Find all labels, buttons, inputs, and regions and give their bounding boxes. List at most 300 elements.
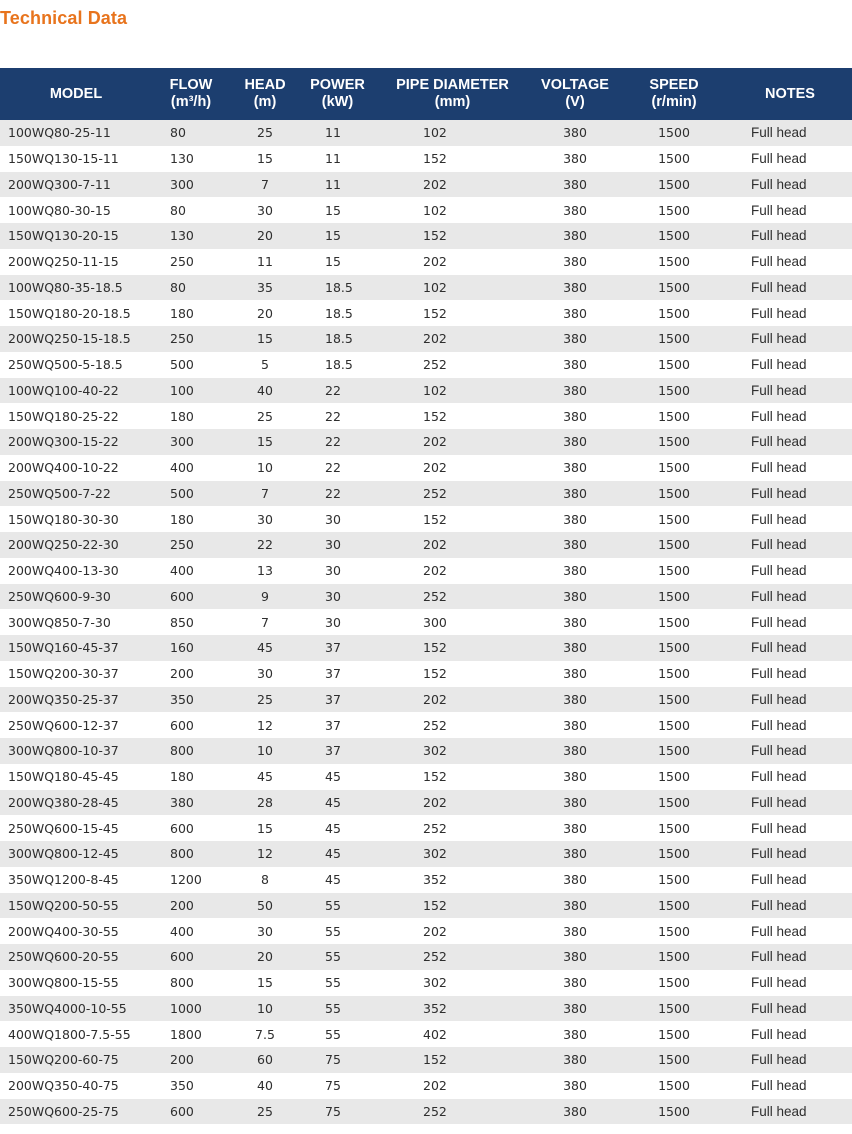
power-cell: 75 [300, 1047, 375, 1073]
voltage-cell: 380 [530, 120, 620, 146]
model-cell: 250WQ600-9-30 [0, 584, 152, 610]
model-cell: 200WQ250-22-30 [0, 532, 152, 558]
speed-cell: 1500 [620, 635, 728, 661]
head-cell: 15 [230, 815, 300, 841]
model-cell: 200WQ400-10-22 [0, 455, 152, 481]
power-cell: 22 [300, 429, 375, 455]
flow-cell: 350 [152, 687, 230, 713]
notes-cell: Full head [728, 635, 852, 661]
flow-cell: 180 [152, 764, 230, 790]
speed-cell: 1500 [620, 661, 728, 687]
power-cell: 18.5 [300, 300, 375, 326]
speed-cell: 1500 [620, 172, 728, 198]
power-cell: 37 [300, 712, 375, 738]
flow-cell: 100 [152, 378, 230, 404]
table-row [0, 609, 852, 635]
voltage-cell: 380 [530, 815, 620, 841]
voltage-cell: 380 [530, 223, 620, 249]
power-cell: 30 [300, 584, 375, 610]
power-cell: 37 [300, 687, 375, 713]
flow-cell: 200 [152, 893, 230, 919]
speed-cell: 1500 [620, 326, 728, 352]
table-row [0, 1047, 852, 1073]
notes-cell: Full head [728, 996, 852, 1022]
pipe-diameter-cell: 302 [375, 841, 530, 867]
power-cell: 37 [300, 738, 375, 764]
voltage-cell: 380 [530, 584, 620, 610]
flow-cell: 80 [152, 120, 230, 146]
voltage-cell: 380 [530, 1099, 620, 1125]
voltage-cell: 380 [530, 687, 620, 713]
flow-cell: 80 [152, 275, 230, 301]
model-cell: 250WQ500-5-18.5 [0, 352, 152, 378]
power-cell: 55 [300, 996, 375, 1022]
col-header-head: HEAD (m) [230, 68, 300, 120]
model-cell: 150WQ180-25-22 [0, 403, 152, 429]
power-cell: 30 [300, 609, 375, 635]
pipe-diameter-cell: 352 [375, 867, 530, 893]
col-header-model: MODEL [0, 68, 152, 120]
table-row [0, 790, 852, 816]
flow-cell: 500 [152, 352, 230, 378]
speed-cell: 1500 [620, 893, 728, 919]
notes-cell: Full head [728, 687, 852, 713]
head-cell: 25 [230, 403, 300, 429]
pipe-diameter-cell: 152 [375, 506, 530, 532]
pipe-diameter-cell: 202 [375, 172, 530, 198]
model-cell: 150WQ130-15-11 [0, 146, 152, 172]
model-cell: 200WQ350-25-37 [0, 687, 152, 713]
power-cell: 45 [300, 815, 375, 841]
table-row [0, 738, 852, 764]
pipe-diameter-cell: 152 [375, 893, 530, 919]
pipe-diameter-cell: 152 [375, 146, 530, 172]
model-cell: 150WQ160-45-37 [0, 635, 152, 661]
notes-cell: Full head [728, 558, 852, 584]
head-cell: 9 [230, 584, 300, 610]
power-cell: 22 [300, 378, 375, 404]
pipe-diameter-cell: 102 [375, 378, 530, 404]
power-cell: 37 [300, 661, 375, 687]
table-row [0, 970, 852, 996]
flow-cell: 800 [152, 738, 230, 764]
speed-cell: 1500 [620, 506, 728, 532]
power-cell: 75 [300, 1073, 375, 1099]
table-row [0, 661, 852, 687]
flow-cell: 400 [152, 558, 230, 584]
notes-cell: Full head [728, 172, 852, 198]
table-row [0, 764, 852, 790]
speed-cell: 1500 [620, 918, 728, 944]
head-cell: 8 [230, 867, 300, 893]
speed-cell: 1500 [620, 970, 728, 996]
table-row [0, 712, 852, 738]
pipe-diameter-cell: 152 [375, 764, 530, 790]
notes-cell: Full head [728, 532, 852, 558]
pipe-diameter-cell: 152 [375, 300, 530, 326]
col-header-notes: NOTES [728, 68, 852, 120]
pipe-diameter-cell: 152 [375, 661, 530, 687]
flow-cell: 800 [152, 970, 230, 996]
col-header-power: POWER (kW) [300, 68, 375, 120]
head-cell: 15 [230, 146, 300, 172]
voltage-cell: 380 [530, 455, 620, 481]
pipe-diameter-cell: 302 [375, 738, 530, 764]
flow-cell: 1200 [152, 867, 230, 893]
power-cell: 18.5 [300, 352, 375, 378]
speed-cell: 1500 [620, 300, 728, 326]
pipe-diameter-cell: 202 [375, 532, 530, 558]
page-title: Technical Data [0, 8, 128, 28]
model-cell: 400WQ1800-7.5-55 [0, 1021, 152, 1047]
speed-cell: 1500 [620, 481, 728, 507]
power-cell: 30 [300, 506, 375, 532]
notes-cell: Full head [728, 275, 852, 301]
technical-data-table [0, 68, 852, 1124]
notes-cell: Full head [728, 403, 852, 429]
pipe-diameter-cell: 252 [375, 815, 530, 841]
table-row [0, 146, 852, 172]
voltage-cell: 380 [530, 661, 620, 687]
table-row [0, 455, 852, 481]
head-cell: 10 [230, 455, 300, 481]
voltage-cell: 380 [530, 300, 620, 326]
power-cell: 30 [300, 532, 375, 558]
voltage-cell: 380 [530, 712, 620, 738]
model-cell: 150WQ130-20-15 [0, 223, 152, 249]
table-row [0, 249, 852, 275]
pipe-diameter-cell: 202 [375, 558, 530, 584]
head-cell: 20 [230, 300, 300, 326]
model-cell: 200WQ300-7-11 [0, 172, 152, 198]
head-cell: 30 [230, 197, 300, 223]
flow-cell: 850 [152, 609, 230, 635]
head-cell: 30 [230, 661, 300, 687]
power-cell: 22 [300, 403, 375, 429]
notes-cell: Full head [728, 815, 852, 841]
head-cell: 45 [230, 635, 300, 661]
notes-cell: Full head [728, 712, 852, 738]
power-cell: 45 [300, 764, 375, 790]
voltage-cell: 380 [530, 867, 620, 893]
notes-cell: Full head [728, 223, 852, 249]
power-cell: 45 [300, 790, 375, 816]
speed-cell: 1500 [620, 455, 728, 481]
notes-cell: Full head [728, 893, 852, 919]
table-row [0, 584, 852, 610]
speed-cell: 1500 [620, 532, 728, 558]
speed-cell: 1500 [620, 687, 728, 713]
notes-cell: Full head [728, 481, 852, 507]
power-cell: 15 [300, 249, 375, 275]
model-cell: 250WQ600-25-75 [0, 1099, 152, 1125]
table-row [0, 197, 852, 223]
table-row [0, 1073, 852, 1099]
table-row [0, 506, 852, 532]
table-row [0, 815, 852, 841]
head-cell: 60 [230, 1047, 300, 1073]
speed-cell: 1500 [620, 249, 728, 275]
head-cell: 7 [230, 481, 300, 507]
model-cell: 250WQ600-20-55 [0, 944, 152, 970]
speed-cell: 1500 [620, 841, 728, 867]
model-cell: 250WQ600-12-37 [0, 712, 152, 738]
flow-cell: 130 [152, 146, 230, 172]
model-cell: 150WQ200-50-55 [0, 893, 152, 919]
pipe-diameter-cell: 102 [375, 120, 530, 146]
table-row [0, 918, 852, 944]
model-cell: 150WQ200-60-75 [0, 1047, 152, 1073]
pipe-diameter-cell: 202 [375, 249, 530, 275]
flow-cell: 600 [152, 1099, 230, 1125]
notes-cell: Full head [728, 326, 852, 352]
voltage-cell: 380 [530, 481, 620, 507]
table-body [0, 120, 852, 1124]
head-cell: 30 [230, 918, 300, 944]
speed-cell: 1500 [620, 1047, 728, 1073]
speed-cell: 1500 [620, 609, 728, 635]
pipe-diameter-cell: 252 [375, 352, 530, 378]
speed-cell: 1500 [620, 1073, 728, 1099]
flow-cell: 250 [152, 326, 230, 352]
model-cell: 300WQ800-12-45 [0, 841, 152, 867]
voltage-cell: 380 [530, 275, 620, 301]
notes-cell: Full head [728, 584, 852, 610]
voltage-cell: 380 [530, 197, 620, 223]
speed-cell: 1500 [620, 120, 728, 146]
power-cell: 55 [300, 944, 375, 970]
speed-cell: 1500 [620, 197, 728, 223]
flow-cell: 400 [152, 455, 230, 481]
pipe-diameter-cell: 102 [375, 197, 530, 223]
notes-cell: Full head [728, 429, 852, 455]
model-cell: 200WQ400-13-30 [0, 558, 152, 584]
power-cell: 11 [300, 120, 375, 146]
voltage-cell: 380 [530, 378, 620, 404]
model-cell: 200WQ250-11-15 [0, 249, 152, 275]
notes-cell: Full head [728, 918, 852, 944]
model-cell: 150WQ180-45-45 [0, 764, 152, 790]
voltage-cell: 380 [530, 764, 620, 790]
pipe-diameter-cell: 402 [375, 1021, 530, 1047]
model-cell: 150WQ180-30-30 [0, 506, 152, 532]
speed-cell: 1500 [620, 738, 728, 764]
speed-cell: 1500 [620, 867, 728, 893]
table-row [0, 352, 852, 378]
pipe-diameter-cell: 252 [375, 584, 530, 610]
voltage-cell: 380 [530, 635, 620, 661]
model-cell: 100WQ100-40-22 [0, 378, 152, 404]
power-cell: 55 [300, 918, 375, 944]
model-cell: 150WQ200-30-37 [0, 661, 152, 687]
speed-cell: 1500 [620, 1021, 728, 1047]
power-cell: 75 [300, 1099, 375, 1125]
flow-cell: 180 [152, 403, 230, 429]
col-header-pipe-diameter: PIPE DIAMETER (mm) [375, 68, 530, 120]
voltage-cell: 380 [530, 944, 620, 970]
pipe-diameter-cell: 202 [375, 687, 530, 713]
head-cell: 11 [230, 249, 300, 275]
speed-cell: 1500 [620, 1099, 728, 1125]
notes-cell: Full head [728, 738, 852, 764]
notes-cell: Full head [728, 790, 852, 816]
speed-cell: 1500 [620, 712, 728, 738]
head-cell: 10 [230, 996, 300, 1022]
notes-cell: Full head [728, 1047, 852, 1073]
table-row [0, 326, 852, 352]
head-cell: 12 [230, 712, 300, 738]
head-cell: 25 [230, 687, 300, 713]
table-row [0, 1099, 852, 1125]
voltage-cell: 380 [530, 1047, 620, 1073]
model-cell: 250WQ600-15-45 [0, 815, 152, 841]
flow-cell: 1000 [152, 996, 230, 1022]
pipe-diameter-cell: 252 [375, 1099, 530, 1125]
power-cell: 55 [300, 970, 375, 996]
table-row [0, 841, 852, 867]
table-row [0, 172, 852, 198]
table-row [0, 120, 852, 146]
table-row [0, 300, 852, 326]
notes-cell: Full head [728, 609, 852, 635]
head-cell: 40 [230, 1073, 300, 1099]
power-cell: 22 [300, 481, 375, 507]
speed-cell: 1500 [620, 764, 728, 790]
speed-cell: 1500 [620, 996, 728, 1022]
table-row [0, 429, 852, 455]
flow-cell: 160 [152, 635, 230, 661]
head-cell: 28 [230, 790, 300, 816]
power-cell: 15 [300, 197, 375, 223]
model-cell: 250WQ500-7-22 [0, 481, 152, 507]
flow-cell: 200 [152, 1047, 230, 1073]
voltage-cell: 380 [530, 790, 620, 816]
notes-cell: Full head [728, 300, 852, 326]
pipe-diameter-cell: 252 [375, 481, 530, 507]
voltage-cell: 380 [530, 970, 620, 996]
voltage-cell: 380 [530, 996, 620, 1022]
power-cell: 11 [300, 146, 375, 172]
pipe-diameter-cell: 252 [375, 944, 530, 970]
voltage-cell: 380 [530, 893, 620, 919]
voltage-cell: 380 [530, 1021, 620, 1047]
speed-cell: 1500 [620, 352, 728, 378]
notes-cell: Full head [728, 455, 852, 481]
head-cell: 7.5 [230, 1021, 300, 1047]
head-cell: 35 [230, 275, 300, 301]
table-row [0, 996, 852, 1022]
pipe-diameter-cell: 302 [375, 970, 530, 996]
pipe-diameter-cell: 152 [375, 223, 530, 249]
flow-cell: 800 [152, 841, 230, 867]
model-cell: 200WQ380-28-45 [0, 790, 152, 816]
notes-cell: Full head [728, 1073, 852, 1099]
speed-cell: 1500 [620, 378, 728, 404]
speed-cell: 1500 [620, 146, 728, 172]
power-cell: 37 [300, 635, 375, 661]
flow-cell: 600 [152, 815, 230, 841]
speed-cell: 1500 [620, 275, 728, 301]
model-cell: 200WQ350-40-75 [0, 1073, 152, 1099]
table-row [0, 1021, 852, 1047]
speed-cell: 1500 [620, 815, 728, 841]
notes-cell: Full head [728, 352, 852, 378]
flow-cell: 600 [152, 584, 230, 610]
head-cell: 10 [230, 738, 300, 764]
pipe-diameter-cell: 152 [375, 635, 530, 661]
notes-cell: Full head [728, 197, 852, 223]
table-row [0, 481, 852, 507]
power-cell: 55 [300, 893, 375, 919]
head-cell: 15 [230, 970, 300, 996]
voltage-cell: 380 [530, 352, 620, 378]
head-cell: 25 [230, 120, 300, 146]
col-header-flow: FLOW (m³/h) [152, 68, 230, 120]
head-cell: 15 [230, 429, 300, 455]
head-cell: 7 [230, 172, 300, 198]
head-cell: 50 [230, 893, 300, 919]
table-row [0, 532, 852, 558]
flow-cell: 600 [152, 712, 230, 738]
head-cell: 5 [230, 352, 300, 378]
voltage-cell: 380 [530, 249, 620, 275]
pipe-diameter-cell: 202 [375, 455, 530, 481]
notes-cell: Full head [728, 1099, 852, 1125]
notes-cell: Full head [728, 249, 852, 275]
flow-cell: 130 [152, 223, 230, 249]
model-cell: 350WQ1200-8-45 [0, 867, 152, 893]
table-row [0, 403, 852, 429]
power-cell: 18.5 [300, 326, 375, 352]
model-cell: 200WQ300-15-22 [0, 429, 152, 455]
flow-cell: 380 [152, 790, 230, 816]
model-cell: 200WQ250-15-18.5 [0, 326, 152, 352]
model-cell: 200WQ400-30-55 [0, 918, 152, 944]
notes-cell: Full head [728, 970, 852, 996]
pipe-diameter-cell: 202 [375, 429, 530, 455]
model-cell: 100WQ80-30-15 [0, 197, 152, 223]
pipe-diameter-cell: 252 [375, 712, 530, 738]
head-cell: 22 [230, 532, 300, 558]
head-cell: 25 [230, 1099, 300, 1125]
notes-cell: Full head [728, 378, 852, 404]
head-cell: 20 [230, 223, 300, 249]
flow-cell: 250 [152, 532, 230, 558]
pipe-diameter-cell: 202 [375, 790, 530, 816]
flow-cell: 200 [152, 661, 230, 687]
table-row [0, 893, 852, 919]
table-row [0, 378, 852, 404]
model-cell: 300WQ800-10-37 [0, 738, 152, 764]
voltage-cell: 380 [530, 172, 620, 198]
model-cell: 100WQ80-35-18.5 [0, 275, 152, 301]
pipe-diameter-cell: 202 [375, 326, 530, 352]
voltage-cell: 380 [530, 429, 620, 455]
power-cell: 30 [300, 558, 375, 584]
speed-cell: 1500 [620, 403, 728, 429]
pipe-diameter-cell: 102 [375, 275, 530, 301]
flow-cell: 250 [152, 249, 230, 275]
voltage-cell: 380 [530, 841, 620, 867]
model-cell: 350WQ4000-10-55 [0, 996, 152, 1022]
model-cell: 300WQ850-7-30 [0, 609, 152, 635]
table-row [0, 275, 852, 301]
flow-cell: 180 [152, 506, 230, 532]
flow-cell: 180 [152, 300, 230, 326]
speed-cell: 1500 [620, 223, 728, 249]
head-cell: 30 [230, 506, 300, 532]
voltage-cell: 380 [530, 146, 620, 172]
